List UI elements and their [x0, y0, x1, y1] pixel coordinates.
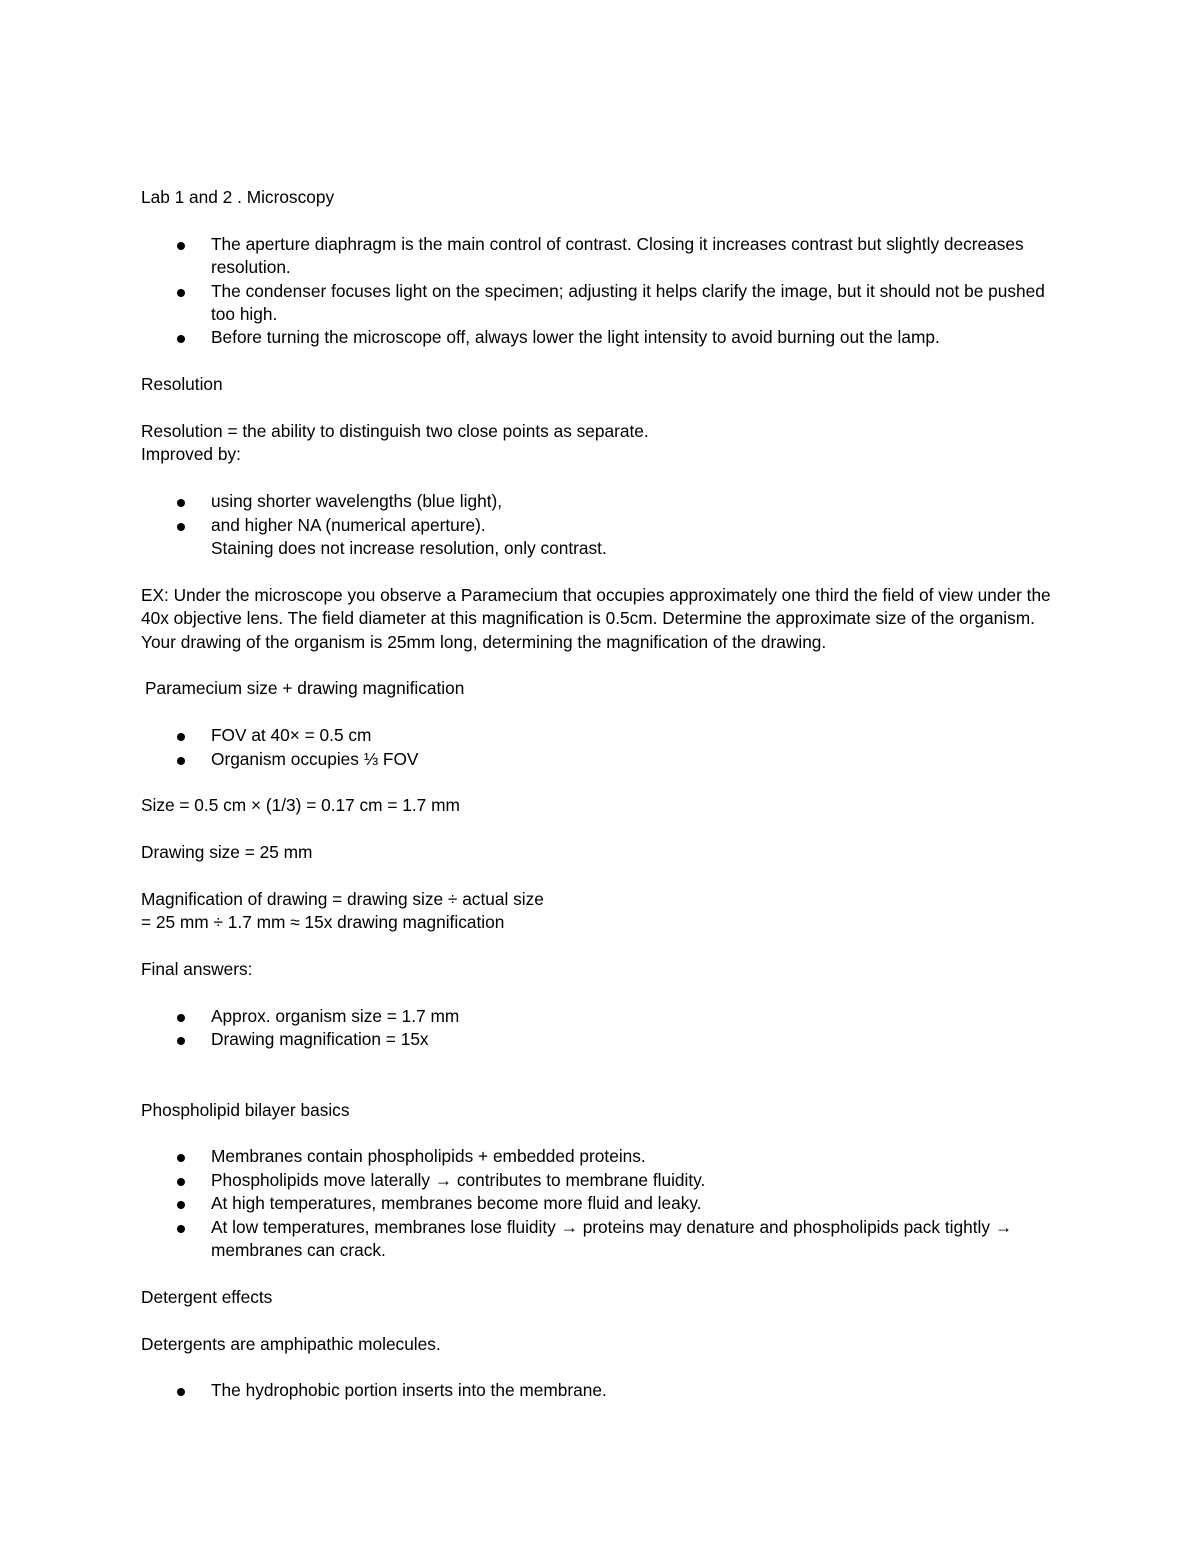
bullet-icon [177, 242, 185, 250]
resolution-definition: Resolution = the ability to distinguish two close points as separate. [141, 421, 649, 442]
list-item: using shorter wavelengths (blue light), [141, 490, 1051, 513]
list-item: The aperture diaphragm is the main control of contrast. Closing it increases contrast but slightly decreases resolution. [141, 233, 1051, 280]
phospholipid-bullet-list [141, 1145, 1051, 1262]
bullet-icon [177, 1201, 185, 1209]
bullet-icon [177, 1178, 185, 1186]
document-title: Lab 1 and 2 . Microscopy [141, 187, 335, 207]
detergent-bullet-list [141, 1379, 1051, 1402]
list-item: At low temperatures, membranes lose fluidity → proteins may denature and phospholipids pack tightly → membranes can crack. [141, 1216, 1051, 1263]
bullet-icon [177, 1014, 185, 1022]
list-item: Drawing magnification = 15x [141, 1028, 1051, 1051]
magnification-formula: Magnification of drawing = drawing size ÷ actual size [141, 889, 544, 910]
list-item: FOV at 40× = 0.5 cm [141, 724, 1051, 747]
document-page [141, 186, 1051, 1403]
list-item: and higher NA (numerical aperture). [141, 514, 1051, 537]
list-item: Organism occupies ⅓ FOV [141, 748, 1051, 771]
bullet-icon [177, 733, 185, 741]
section-heading-paramecium: Paramecium size + drawing magnification [145, 678, 465, 699]
list-item: At high temperatures, membranes become more fluid and leaky. [141, 1192, 1051, 1215]
section-heading-resolution: Resolution [141, 374, 223, 395]
bullet-icon [177, 757, 185, 765]
resolution-bullet-list [141, 490, 1051, 537]
drawing-size: Drawing size = 25 mm [141, 842, 313, 863]
size-calculation: Size = 0.5 cm × (1/3) = 0.17 cm = 1.7 mm [141, 795, 460, 816]
resolution-improved-by: Improved by: [141, 444, 241, 465]
bullet-icon [177, 1388, 185, 1396]
list-item: Membranes contain phospholipids + embedded proteins. [141, 1145, 1051, 1168]
bullet-icon [177, 1154, 185, 1162]
list-item: Phospholipids move laterally → contributes to membrane fluidity. [141, 1169, 1051, 1192]
bullet-icon [177, 523, 185, 531]
bullet-icon [177, 499, 185, 507]
list-item: Before turning the microscope off, always lower the light intensity to avoid burning out the lamp. [141, 326, 1051, 349]
bullet-icon [177, 335, 185, 343]
final-answers-bullet-list [141, 1005, 1051, 1052]
bullet-icon [177, 1225, 185, 1233]
list-item: The condenser focuses light on the specimen; adjusting it helps clarify the image, but it should not be pushed too high. [141, 280, 1051, 327]
bullet-icon [177, 289, 185, 297]
final-answers-heading: Final answers: [141, 959, 253, 980]
microscopy-bullet-list [141, 233, 1051, 350]
list-item: Approx. organism size = 1.7 mm [141, 1005, 1051, 1028]
resolution-staining-note: Staining does not increase resolution, only contrast. [211, 538, 607, 559]
paramecium-bullet-list [141, 724, 1051, 771]
bullet-icon [177, 1037, 185, 1045]
section-heading-phospholipid: Phospholipid bilayer basics [141, 1099, 350, 1120]
detergent-intro: Detergents are amphipathic molecules. [141, 1333, 441, 1354]
example-problem-text: EX: Under the microscope you observe a Paramecium that occupies approximately one third the field of view under the 40x objective lens. The field diameter at this magnification is 0.5cm. Determine the approximate size of the organism. Your drawing of the organism is 25mm long, determining the magnification of the drawing. [141, 584, 1051, 652]
magnification-calculation: = 25 mm ÷ 1.7 mm ≈ 15x drawing magnification [141, 912, 505, 933]
section-heading-detergent: Detergent effects [141, 1286, 273, 1307]
list-item: The hydrophobic portion inserts into the membrane. [141, 1379, 1051, 1402]
